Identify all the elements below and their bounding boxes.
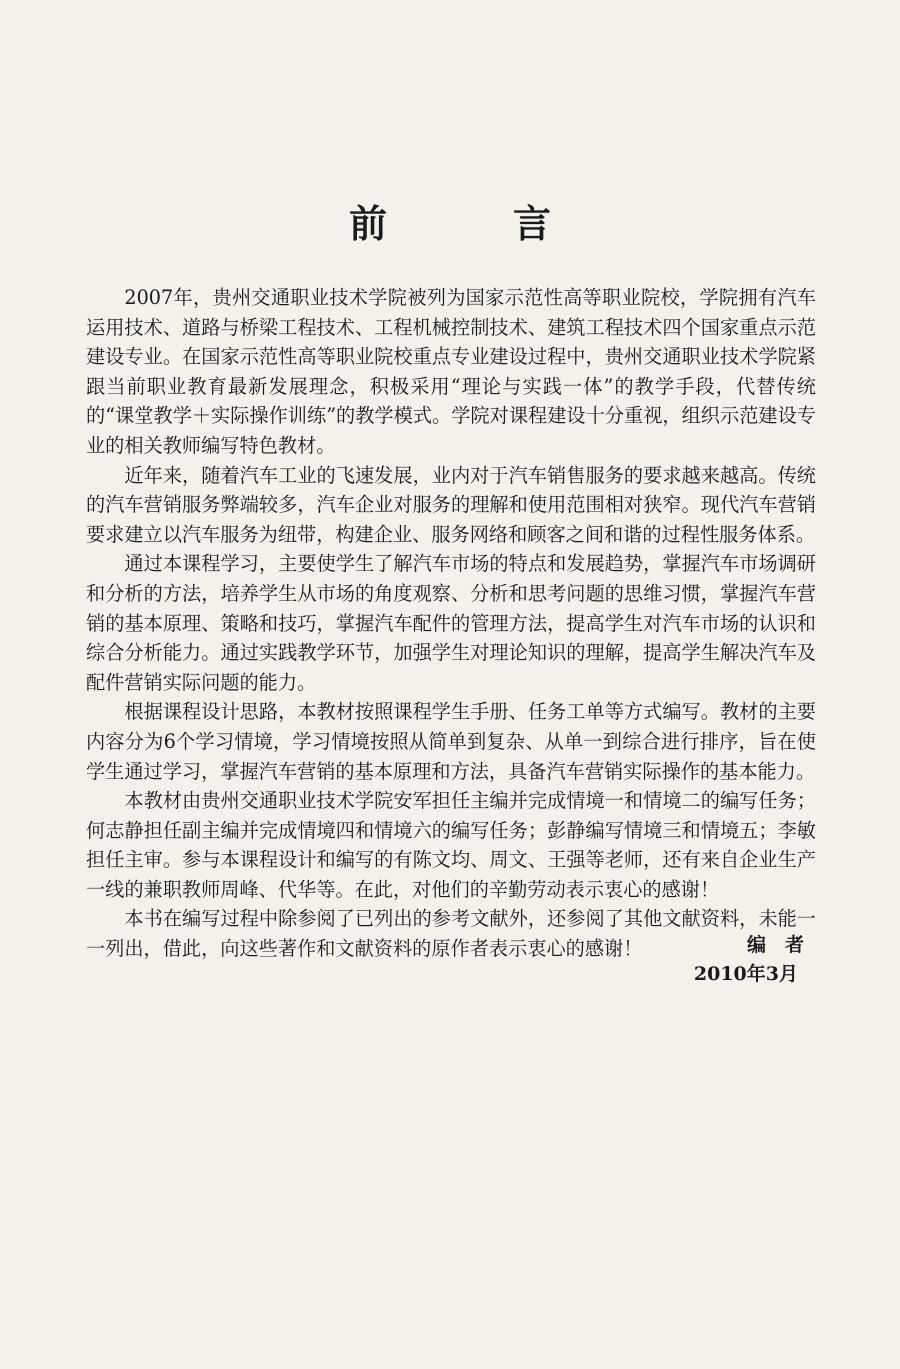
signature-date: 2010年3月 [693, 963, 798, 985]
page-title: 前 言 [348, 202, 595, 246]
paragraph: 通过本课程学习，主要使学生了解汽车市场的特点和发展趋势，掌握汽车市场调研和分析的方法，培养学生从市场的角度观察、分析和思考问题的思维习惯，掌握汽车营销的基本原理、策略和技巧，掌握汽车配件的管理方法，提高学生对汽车市场的认识和综合分析能力。通过实践教学环节，加强学生对理论知识的理解，提高学生解决汽车及配件营销实际问题的能力。 [86, 552, 816, 694]
paragraph: 2007年，贵州交通职业技术学院被列为国家示范性高等职业院校，学院拥有汽车运用技术、道路与桥梁工程技术、工程机械控制技术、建筑工程技术四个国家重点示范建设专业。在国家示范性高等职业院校重点专业建设过程中，贵州交通职业技术学院紧跟当前职业教育最新发展理念，积极采用“理论与实践一体”的教学手段，代替传统的“课堂教学＋实际操作训练”的教学模式。学院对课程建设十分重视，组织示范建设专业的相关教师编写特色教材。 [86, 286, 816, 457]
signature-author: 编 者 [746, 934, 804, 956]
paragraph: 根据课程设计思路，本教材按照课程学生手册、任务工单等方式编写。教材的主要内容分为6个学习情境，学习情境按照从简单到复杂、从单一到综合进行排序，旨在使学生通过学习，掌握汽车营销的基本原理和方法，具备汽车营销实际操作的基本能力。 [86, 700, 816, 783]
paragraph: 本书在编写过程中除参阅了已列出的参考文献外，还参阅了其他文献资料，未能一一列出，借此，向这些著作和文献资料的原作者表示衷心的感谢！ [86, 907, 816, 961]
preface-body [86, 283, 816, 964]
paragraph: 近年来，随着汽车工业的飞速发展，业内对于汽车销售服务的要求越来越高。传统的汽车营销服务弊端较多，汽车企业对服务的理解和使用范围相对狭窄。现代汽车营销要求建立以汽车服务为纽带，构建企业、服务网络和顾客之间和谐的过程性服务体系。 [86, 463, 816, 546]
paragraph: 本教材由贵州交通职业技术学院安军担任主编并完成情境一和情境二的编写任务；何志静担任副主编并完成情境四和情境六的编写任务；彭静编写情境三和情境五；李敏担任主审。参与本课程设计和编写的有陈文均、周文、王强等老师，还有来自企业生产一线的兼职教师周峰、代华等。在此，对他们的辛勤劳动表示衷心的感谢！ [86, 789, 816, 901]
